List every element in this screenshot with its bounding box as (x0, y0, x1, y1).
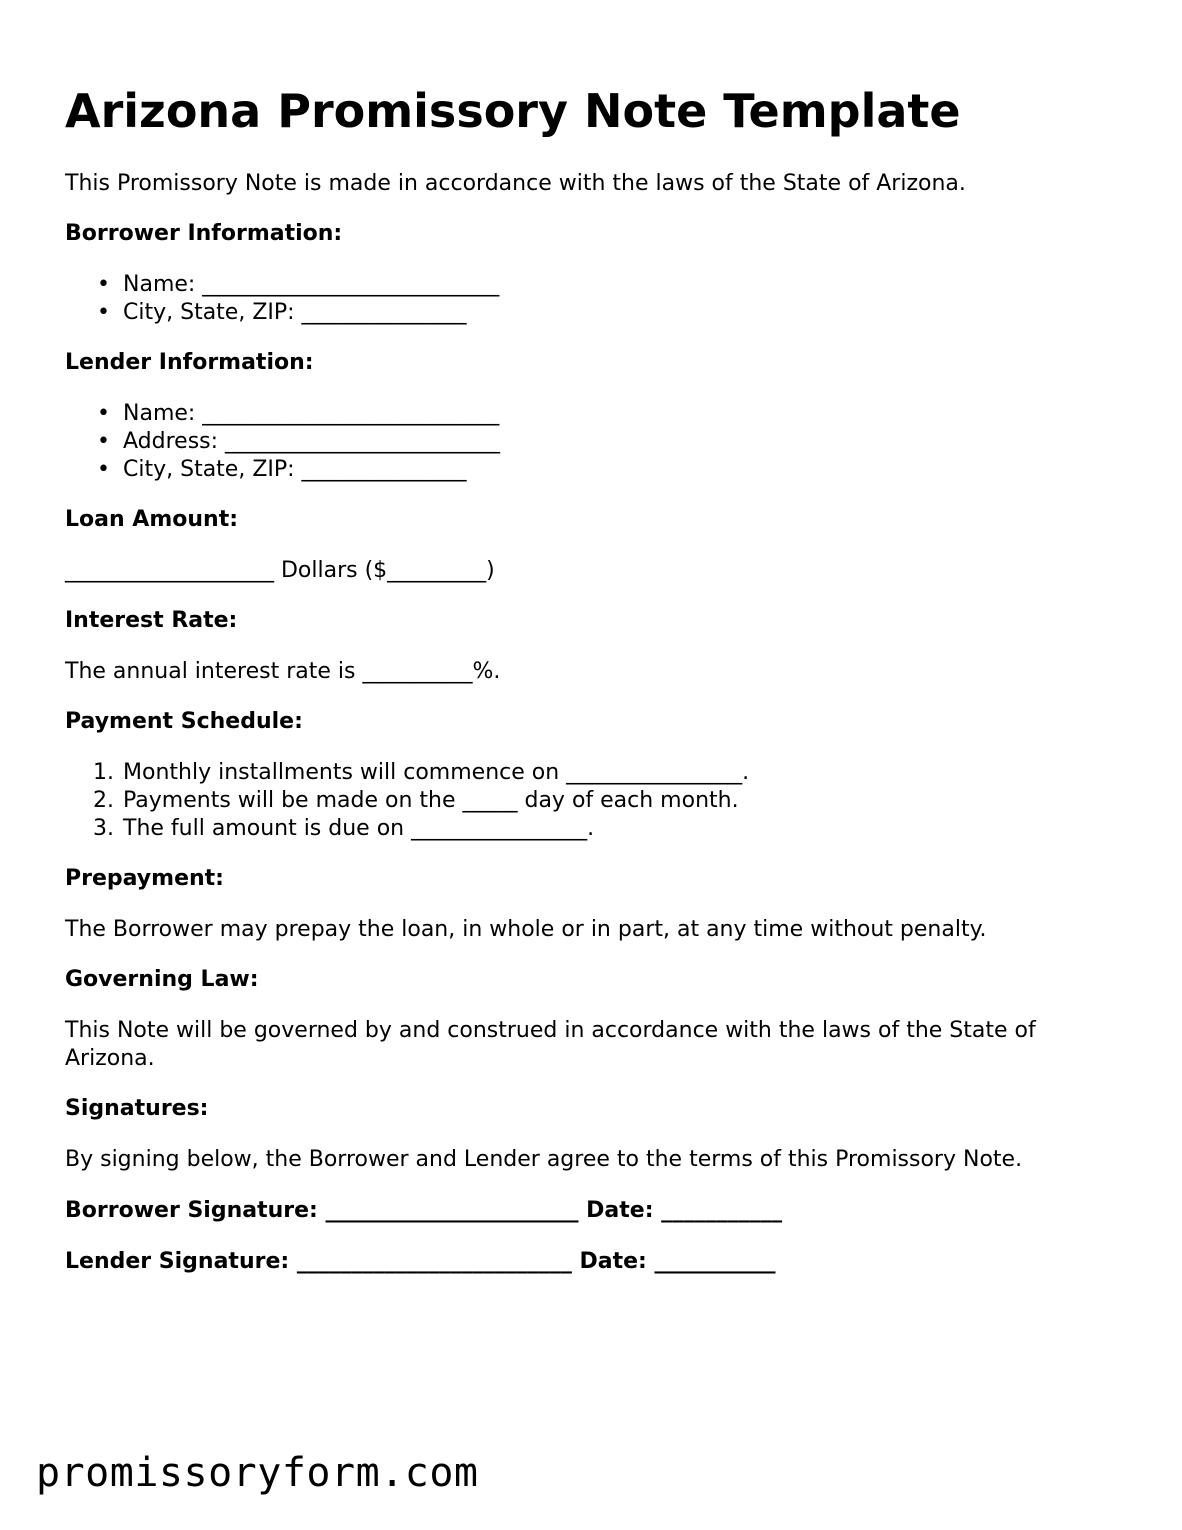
bullet-icon: • (97, 300, 110, 325)
bullet-icon: • (97, 457, 110, 482)
lender-list (65, 400, 500, 484)
list-item (65, 428, 500, 456)
lender-city-field: City, State, ZIP: _______________ (123, 457, 467, 482)
lender-name-field: Name: ___________________________ (123, 401, 500, 426)
payment-schedule-list (65, 759, 749, 843)
list-item (65, 759, 749, 787)
site-watermark: promissoryform.com (36, 1450, 479, 1496)
prepayment-text: The Borrower may prepay the loan, in whole or in part, at any time without penalty. (65, 917, 987, 942)
lender-address-field: Address: _________________________ (123, 429, 501, 454)
payment-item-text: The full amount is due on ________________. (123, 816, 595, 841)
payment-item-text: Monthly installments will commence on ________________. (123, 760, 750, 785)
page-title: Arizona Promissory Note Template (65, 84, 961, 138)
list-item (65, 299, 499, 327)
loan-amount-heading: Loan Amount: (65, 507, 239, 532)
borrower-heading: Borrower Information: (65, 221, 343, 246)
payment-item-text: Payments will be made on the _____ day of each month. (123, 788, 739, 813)
list-number: 1. (93, 760, 114, 785)
list-item (65, 456, 500, 484)
borrower-city-field: City, State, ZIP: _______________ (123, 300, 467, 325)
prepayment-heading: Prepayment: (65, 866, 224, 891)
bullet-icon: • (97, 401, 110, 426)
list-item (65, 271, 499, 299)
governing-law-heading: Governing Law: (65, 967, 259, 992)
borrower-list (65, 271, 499, 327)
loan-amount-text: ___________________ Dollars ($_________) (65, 558, 495, 583)
interest-rate-heading: Interest Rate: (65, 608, 238, 633)
borrower-signature-line: Borrower Signature: _______________________ Date: ___________ (65, 1198, 783, 1223)
interest-rate-text: The annual interest rate is __________%. (65, 659, 501, 684)
lender-heading: Lender Information: (65, 350, 314, 375)
borrower-name-field: Name: ___________________________ (123, 272, 500, 297)
list-number: 2. (93, 788, 114, 813)
bullet-icon: • (97, 272, 110, 297)
lender-signature-line: Lender Signature: _________________________ Date: ___________ (65, 1249, 776, 1274)
bullet-icon: • (97, 429, 110, 454)
signatures-heading: Signatures: (65, 1096, 209, 1121)
list-item (65, 787, 749, 815)
list-number: 3. (93, 816, 114, 841)
payment-schedule-heading: Payment Schedule: (65, 709, 303, 734)
list-item (65, 815, 749, 843)
signatures-text: By signing below, the Borrower and Lender agree to the terms of this Promissory Note. (65, 1147, 1023, 1172)
intro-text: This Promissory Note is made in accordance with the laws of the State of Arizona. (65, 171, 966, 196)
governing-law-text: This Note will be governed by and construed in accordance with the laws of the State of Arizona. (65, 1018, 1036, 1071)
list-item (65, 400, 500, 428)
